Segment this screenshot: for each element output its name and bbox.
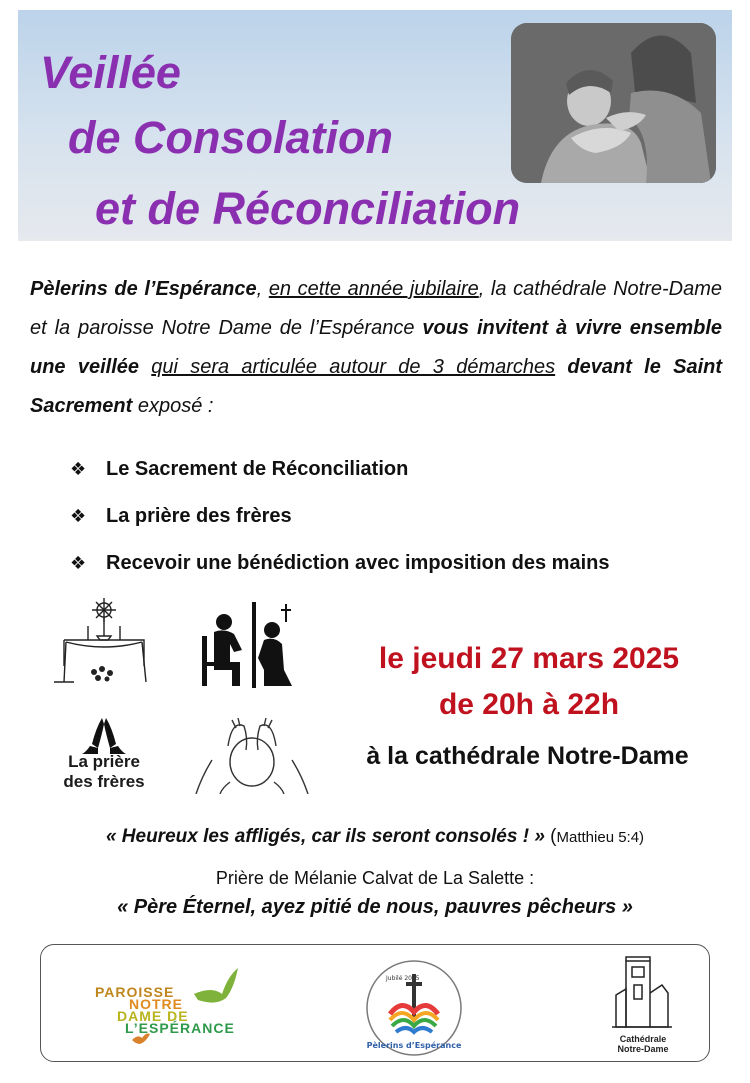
priere-des-freres-label: La prière des frères: [63, 752, 145, 791]
list-item: ❖ La prière des frères: [70, 505, 292, 527]
svg-text:Pèlerins d’Espérance: Pèlerins d’Espérance: [366, 1041, 462, 1050]
small-dove-icon: [130, 1032, 152, 1048]
intro-paragraph: Pèlerins de l’Espérance, en cette année jubilaire, la cathédrale Notre-Dame et la paroisse Notre Dame de l’Espérance vous invitent à vivre ensemble une veillée qui sera articulée autour de 3 démarches devant le Saint Sacrement exposé :: [30, 278, 723, 417]
prayer-title: Prière de Mélanie Calvat de La Salette :: [215, 868, 535, 888]
dove-icon: [192, 964, 242, 1012]
title-line-2: de Consolation: [68, 112, 393, 163]
monstrance-altar-icon: [52, 596, 157, 688]
prayer-text: « Père Éternel, ayez pitié de nous, pauvres pêcheurs »: [117, 896, 633, 918]
jubile-2025-logo: [364, 958, 464, 1058]
blessing-hands-icon: [192, 716, 310, 794]
beatitude-quote: « Heureux les affligés, car ils seront consolés ! » (Matthieu 5:4): [105, 826, 645, 847]
title-line-3: et de Réconciliation: [95, 183, 521, 234]
svg-text:Jubilé 2025: Jubilé 2025: [386, 975, 420, 982]
cathedrale-label: Cathédrale Notre-Dame: [617, 1034, 669, 1054]
demarches-list: [70, 446, 609, 587]
paroisse-logo: PAROISSE NOTRE DAME DE L’ESPÉRANCE: [95, 984, 235, 1036]
diamond-bullet-icon: ❖: [70, 506, 87, 526]
diamond-bullet-icon: ❖: [70, 459, 87, 479]
event-time: de 20h à 22h: [438, 688, 620, 721]
title-line-1: Veillée: [40, 47, 181, 98]
event-date: le jeudi 27 mars 2025: [378, 642, 680, 675]
list-item: ❖ Recevoir une bénédiction avec imposition des mains: [70, 552, 610, 574]
confession-icon: [196, 600, 296, 688]
event-place: à la cathédrale Notre-Dame: [366, 742, 689, 770]
header-sculpture-image: [511, 23, 716, 183]
list-item: ❖ Le Sacrement de Réconciliation: [70, 458, 409, 480]
diamond-bullet-icon: ❖: [70, 553, 87, 573]
sculpture-illustration: [511, 23, 716, 183]
